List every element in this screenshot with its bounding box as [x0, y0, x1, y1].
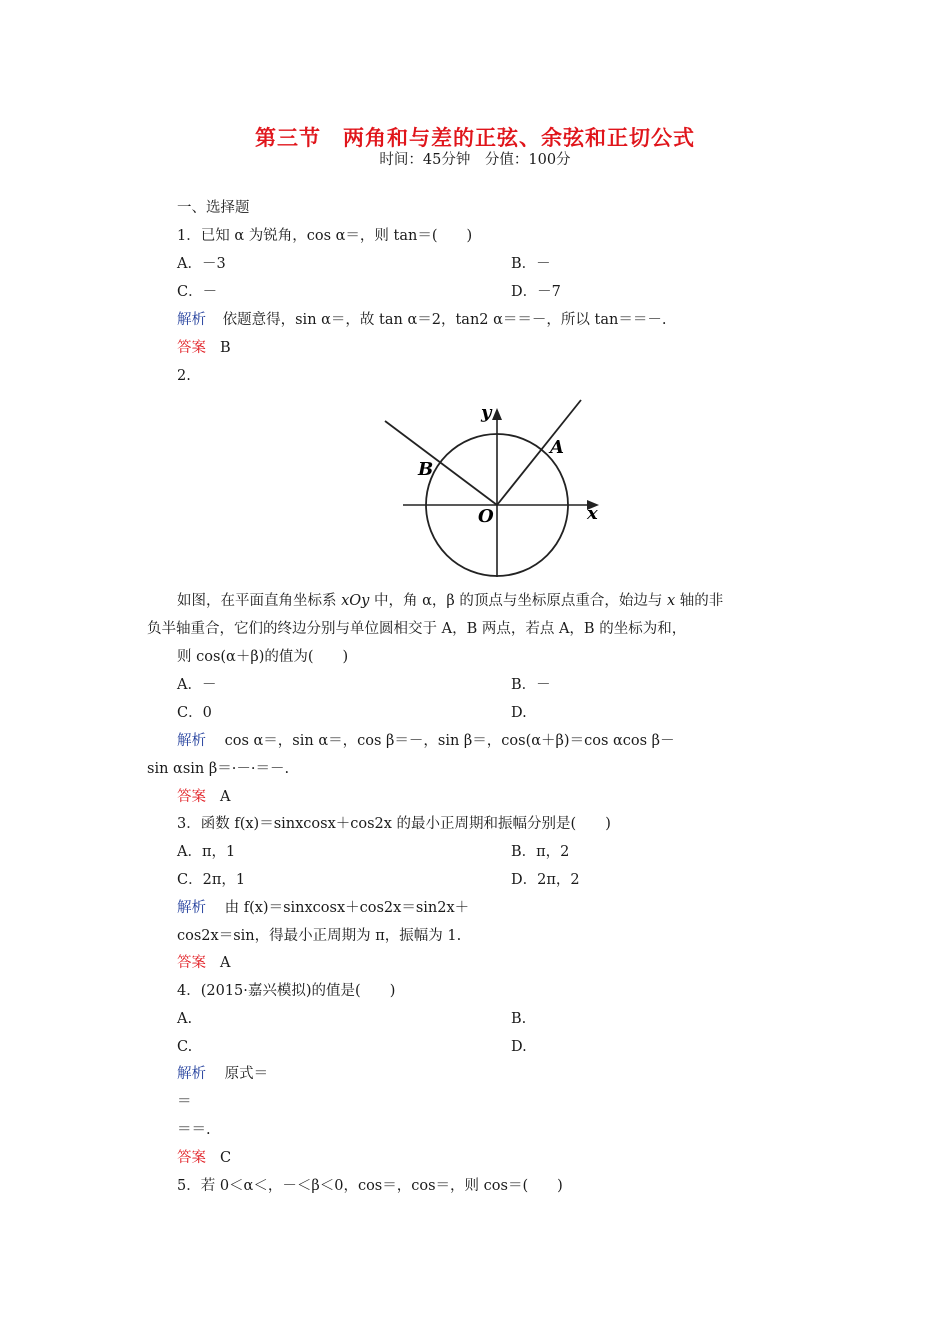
q3-option-c: C．2π，1	[177, 872, 246, 888]
q1-option-c: C．－	[177, 284, 218, 300]
q3-answer	[177, 953, 230, 973]
q2-stem-line3: 则 cos(α＋β)的值为( )	[177, 649, 349, 665]
analysis-label: 解析	[177, 1066, 206, 1082]
time-score-info: 时间：45分钟 分值：100分	[379, 152, 571, 168]
q2-option-b: B．－	[511, 677, 551, 693]
q2-axis-name: x	[667, 593, 676, 609]
q3-option-b: B．π，2	[511, 844, 570, 860]
unit-circle-figure	[370, 395, 610, 580]
q2-stem-line1	[177, 591, 723, 611]
q4-stem: 4．(2015·嘉兴模拟)的值是( )	[177, 983, 396, 999]
q2-analysis-line2: sin αsin β＝·－·＝－.	[147, 761, 290, 777]
q4-option-b: B.	[511, 1011, 527, 1027]
analysis-label: 解析	[177, 900, 206, 916]
q2-answer	[177, 787, 230, 807]
answer-label: 答案	[177, 789, 206, 805]
q3-stem: 3．函数 f(x)＝sinxcosx＋cos2x 的最小正周期和振幅分别是( )	[177, 816, 611, 832]
q4-option-a: A.	[177, 1011, 193, 1027]
section-heading: 一、选择题	[177, 200, 250, 216]
q2-option-c: C．0	[177, 705, 212, 721]
q5-stem: 5．若 0＜α＜，－＜β＜0，cos＝，cos＝，则 cos＝( )	[177, 1178, 563, 1194]
title-topic: 两角和与差的正弦、余弦和正切公式	[343, 126, 695, 150]
analysis-label: 解析	[177, 312, 206, 328]
q4-analysis-line1	[177, 1064, 268, 1084]
answer-value: C	[220, 1150, 232, 1166]
origin-label: O	[478, 506, 494, 527]
q3-option-d: D．2π，2	[511, 872, 580, 888]
q1-option-b: B．－	[511, 256, 551, 272]
analysis-text: 由 f(x)＝sinxcosx＋cos2x＝sin2x＋	[224, 900, 470, 916]
terminal-side-alpha	[497, 400, 581, 505]
answer-label: 答案	[177, 340, 206, 356]
answer-value: A	[220, 789, 231, 805]
q1-stem: 1．已知 α 为锐角，cos α＝，则 tan＝( )	[177, 228, 473, 244]
q4-option-c: C.	[177, 1039, 193, 1055]
q4-analysis-line2: ＝	[177, 1094, 192, 1110]
y-axis-label: y	[481, 402, 492, 423]
answer-value: B	[220, 340, 231, 356]
point-a-label: A	[550, 437, 564, 458]
q2-stem-text: 轴的非	[675, 593, 724, 609]
q2-stem-text: 中，角 α，β 的顶点与坐标原点重合，始边与	[369, 593, 667, 609]
q1-answer	[177, 338, 231, 358]
point-b-label: B	[418, 459, 434, 480]
q2-option-a: A．－	[177, 677, 217, 693]
q4-option-d: D.	[511, 1039, 527, 1055]
analysis-label: 解析	[177, 733, 206, 749]
q2-analysis-line1	[177, 731, 675, 751]
q4-answer	[177, 1148, 231, 1168]
q2-coordinate-system: xOy	[341, 593, 370, 609]
q1-analysis	[177, 310, 666, 330]
terminal-side-beta	[385, 421, 497, 505]
q2-stem-text: 如图，在平面直角坐标系	[177, 593, 342, 609]
analysis-text: cos α＝，sin α＝，cos β＝－，sin β＝，cos(α＋β)＝cos αcos β－	[224, 733, 675, 749]
title-section: 第三节	[255, 126, 321, 150]
q3-analysis-line2: cos2x＝sin，得最小正周期为 π，振幅为 1.	[177, 928, 462, 944]
q2-number: 2.	[177, 368, 191, 384]
q3-option-a: A．π，1	[177, 844, 236, 860]
x-axis-label: x	[587, 503, 598, 524]
answer-label: 答案	[177, 955, 206, 971]
answer-label: 答案	[177, 1150, 206, 1166]
analysis-text: 原式＝	[224, 1066, 269, 1082]
answer-value: A	[220, 955, 231, 971]
q2-stem-line2: 负半轴重合，它们的终边分别与单位圆相交于 A，B 两点，若点 A，B 的坐标为和，	[147, 621, 687, 637]
q2-option-d: D.	[511, 705, 527, 721]
q4-analysis-line3: ＝＝.	[177, 1122, 211, 1138]
y-axis-arrow-icon	[492, 408, 502, 420]
q1-option-a: A．－3	[177, 256, 226, 272]
analysis-text: 依题意得，sin α＝，故 tan α＝2，tan2 α＝＝－，所以 tan＝＝－.	[222, 312, 667, 328]
q1-option-d: D．－7	[511, 284, 561, 300]
q3-analysis-line1	[177, 898, 469, 918]
